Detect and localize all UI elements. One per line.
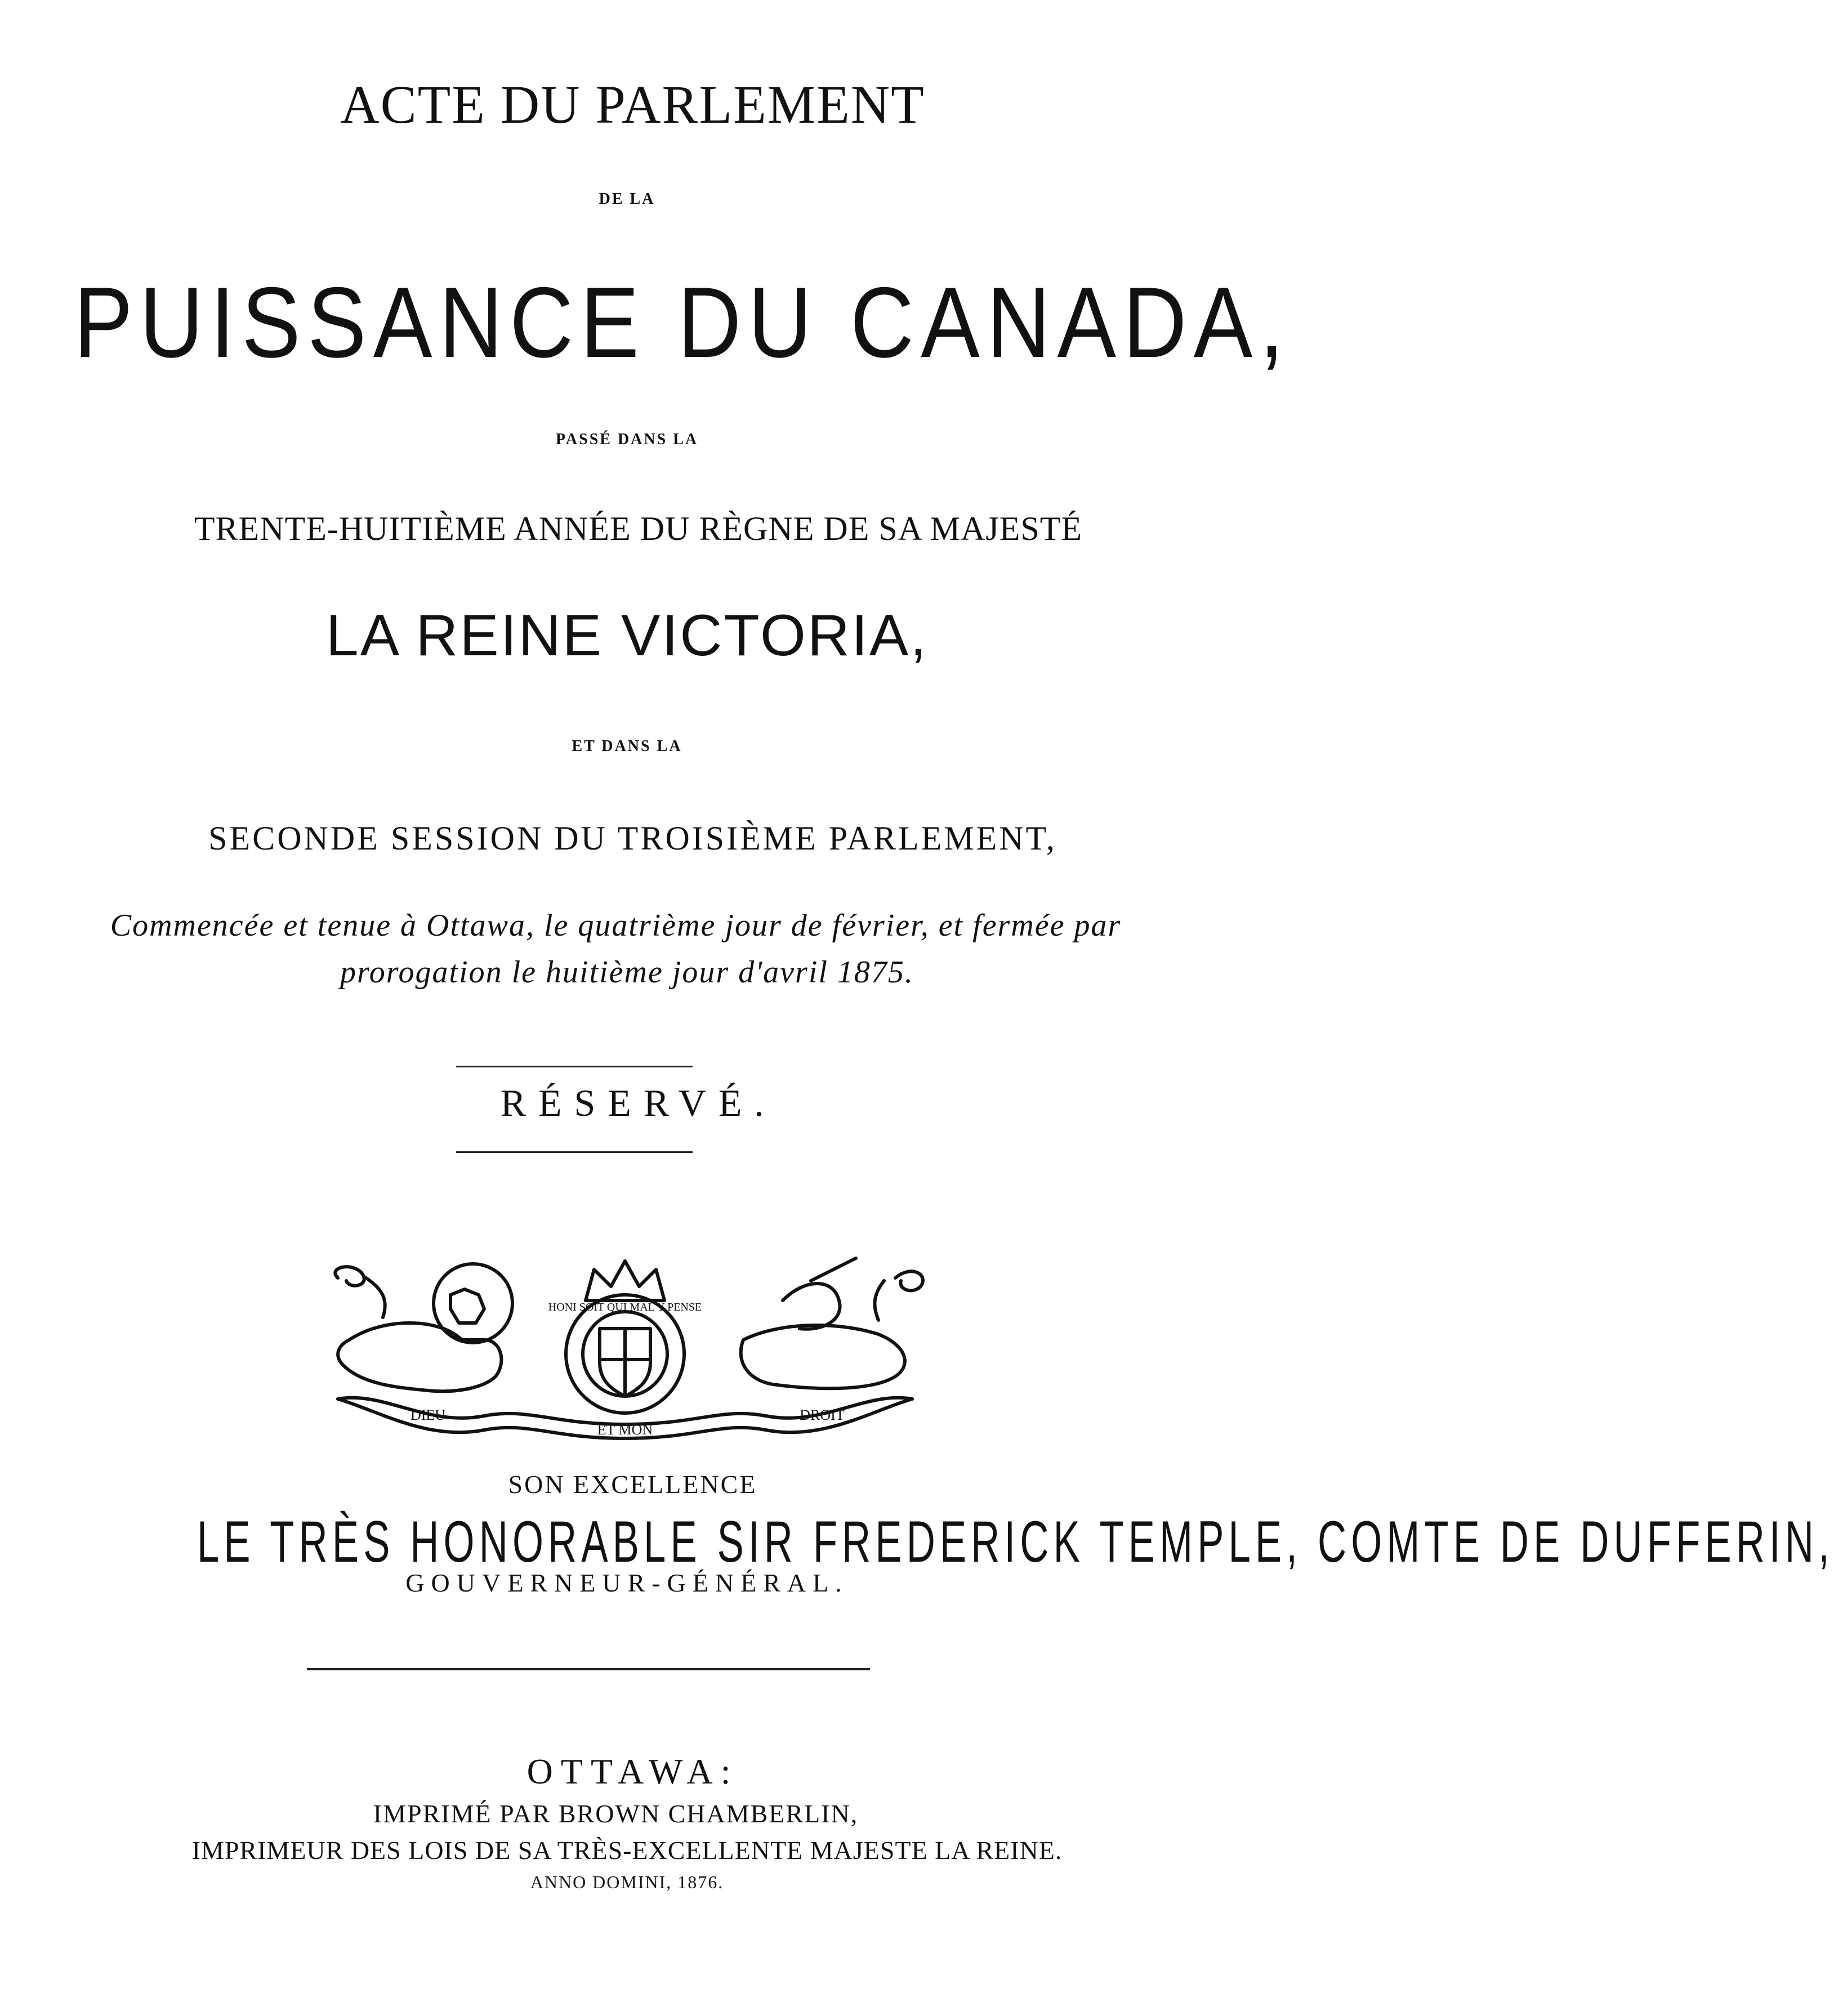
svg-text:ET MON: ET MON xyxy=(597,1422,653,1438)
title-line-1: ACTE DU PARLEMENT xyxy=(340,74,925,135)
printer-line-1: IMPRIMÉ PAR BROWN CHAMBERLIN, xyxy=(373,1799,859,1828)
commencee-line-1: Commencée et tenue à Ottawa, le quatrième jour de février, et fermée par xyxy=(110,908,1122,943)
reserve-label: RÉSERVÉ. xyxy=(500,1081,777,1124)
governor-title: GOUVERNEUR-GÉNÉRAL. xyxy=(405,1568,849,1597)
commencee-line-2: prorogation le huitième jour d'avril 1875. xyxy=(340,955,914,990)
svg-text:DROIT: DROIT xyxy=(800,1407,845,1423)
regne-line: TRENTE-HUITIÈME ANNÉE DU RÈGNE DE SA MAJESTÉ xyxy=(194,510,1083,547)
printer-line-2: IMPRIMEUR DES LOIS DE SA TRÈS-EXCELLENTE MAJESTE LA REINE. xyxy=(191,1836,1063,1865)
divider-above-imprint xyxy=(307,1668,870,1670)
session-line: SECONDE SESSION DU TROISIÈME PARLEMENT, xyxy=(208,820,1057,857)
divider-below-reserve xyxy=(456,1151,693,1153)
reine-line: LA REINE VICTORIA, xyxy=(325,603,929,668)
governor-name: LE TRÈS HONORABLE SIR FREDERICK TEMPLE, COMTE DE DUFFERIN, xyxy=(197,1509,1834,1575)
imprint-place: OTTAWA: xyxy=(526,1751,739,1791)
small-de-la: DE LA xyxy=(599,190,655,208)
small-et-dans: ET DANS LA xyxy=(572,737,682,755)
svg-text:HONI SOIT QUI MAL Y PENSE: HONI SOIT QUI MAL Y PENSE xyxy=(548,1301,702,1313)
svg-text:DIEU: DIEU xyxy=(410,1407,446,1423)
small-passe: PASSÉ DANS LA xyxy=(555,431,699,448)
anno-domini: ANNO DOMINI, 1876. xyxy=(530,1872,724,1892)
royal-coat-of-arms-icon xyxy=(315,1255,935,1441)
son-excellence-label: SON EXCELLENCE xyxy=(508,1470,757,1499)
title-line-2: PUISSANCE DU CANADA, xyxy=(74,266,1291,378)
divider-above-reserve xyxy=(456,1066,693,1067)
